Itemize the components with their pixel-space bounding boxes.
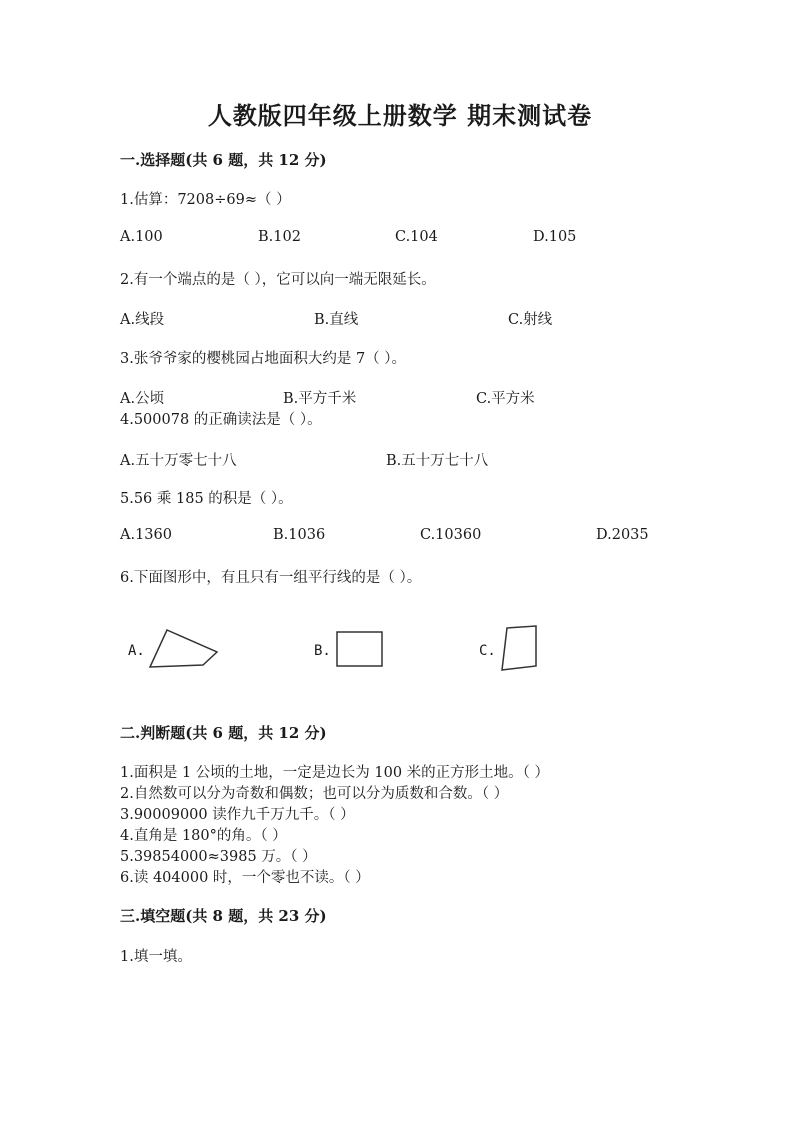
question-3: 3.张爷爷家的樱桃园占地面积大约是 7（ ）。 — [120, 351, 407, 367]
q1-option-b: B.102 — [258, 229, 301, 245]
q3-option-c: C.平方米 — [476, 391, 535, 407]
q3-option-b: B.平方千米 — [283, 391, 357, 407]
q1-option-a: A.100 — [120, 229, 163, 245]
q5-option-a: A.1360 — [120, 527, 172, 543]
figure-c-trapezoid — [498, 624, 542, 674]
judgment-item-1: 1.面积是 1 公顷的土地，一定是边长为 100 米的正方形土地。（ ） — [120, 765, 550, 781]
question-5: 5.56 乘 185 的积是（ ）。 — [120, 491, 293, 507]
section-heading-choice: 一.选择题(共 6 题，共 12 分) — [120, 151, 327, 169]
q1-option-d: D.105 — [533, 229, 577, 245]
figure-label-a: A. — [128, 643, 145, 659]
judgment-item-2: 2.自然数可以分为奇数和偶数；也可以分为质数和合数。（ ） — [120, 786, 509, 802]
question-2: 2.有一个端点的是（ ），它可以向一端无限延长。 — [120, 272, 436, 288]
judgment-item-3: 3.90009000 读作九千万九千。（ ） — [120, 807, 355, 823]
question-1: 1.估算：7208÷69≈（ ） — [120, 192, 291, 208]
fill-blank-item-1: 1.填一填。 — [120, 949, 192, 965]
q1-option-c: C.104 — [395, 229, 438, 245]
q5-option-b: B.1036 — [273, 527, 326, 543]
q4-option-a: A.五十万零七十八 — [120, 453, 237, 469]
judgment-item-4: 4.直角是 180°的角。（ ） — [120, 828, 287, 844]
q2-option-b: B.直线 — [314, 312, 359, 328]
q2-option-a: A.线段 — [120, 312, 165, 328]
figure-label-b: B. — [314, 643, 331, 659]
judgment-item-5: 5.39854000≈3985 万。（ ） — [120, 849, 317, 865]
q2-option-c: C.射线 — [508, 312, 553, 328]
section-heading-fill-blank: 三.填空题(共 8 题，共 23 分) — [120, 907, 327, 925]
section-heading-judgment: 二.判断题(共 6 题，共 12 分) — [120, 724, 327, 742]
q3-option-a: A.公顷 — [120, 391, 165, 407]
figure-label-c: C. — [479, 643, 496, 659]
q5-option-c: C.10360 — [420, 527, 482, 543]
figure-a-quadrilateral — [145, 625, 225, 675]
question-6: 6.下面图形中，有且只有一组平行线的是（ ）。 — [120, 570, 422, 586]
q5-option-d: D.2035 — [596, 527, 649, 543]
judgment-item-6: 6.读 404000 时，一个零也不读。（ ） — [120, 870, 370, 886]
page-title: 人教版四年级上册数学 期末测试卷 — [207, 101, 593, 130]
figure-b-rectangle — [334, 629, 386, 669]
q4-option-b: B.五十万七十八 — [386, 453, 489, 469]
question-4: 4.500078 的正确读法是（ ）。 — [120, 412, 322, 428]
